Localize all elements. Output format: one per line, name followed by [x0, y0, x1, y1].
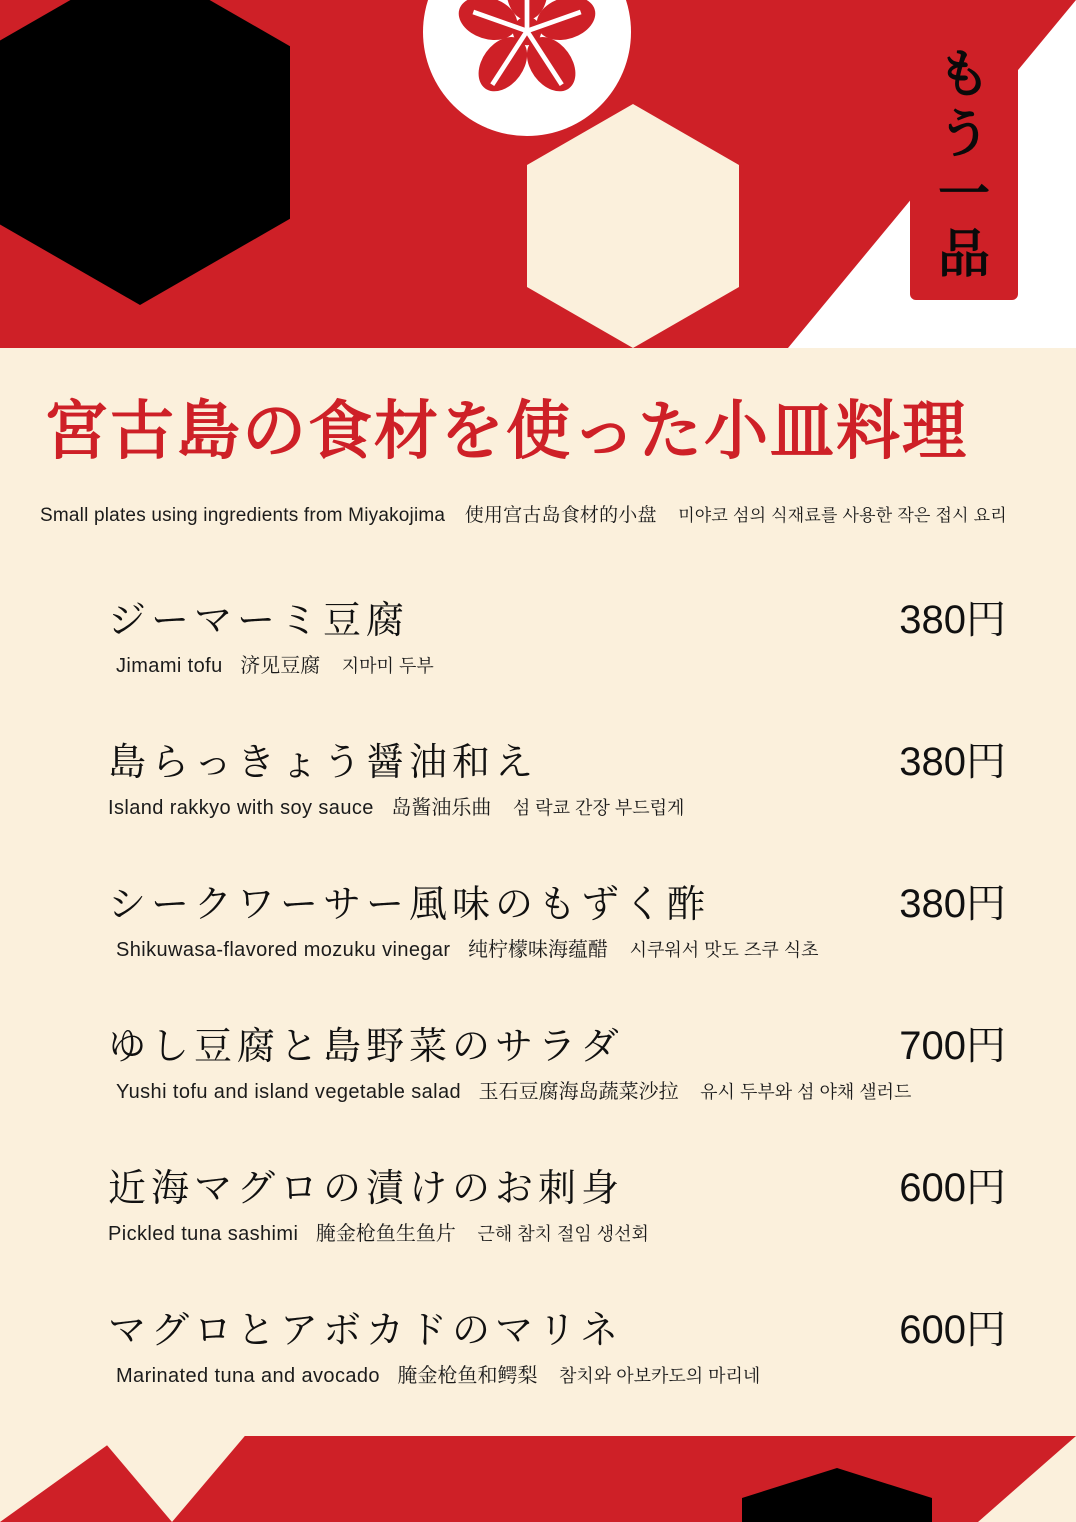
- menu-item-price: 600円: [899, 1166, 1006, 1210]
- menu-item-main-row: [108, 730, 1006, 787]
- menu-item-name-kr: 섬 락쿄 간장 부드럽게: [512, 798, 685, 818]
- menu-item-main-row: [108, 588, 1006, 645]
- menu-item-name-en: Pickled tuna sashimi: [108, 1223, 299, 1245]
- menu-item-name-cn: 岛酱油乐曲: [391, 797, 492, 819]
- section-subtitle-en: Small plates using ingredients from Miyakojima: [40, 505, 446, 526]
- menu-item-name-cn: 玉石豆腐海岛蔬菜沙拉: [478, 1081, 679, 1103]
- menu-list: [0, 588, 1076, 1440]
- section-subtitle-kr: 미야코 섬의 식재료를 사용한 작은 접시 요리: [678, 506, 1007, 525]
- banner-cream-hexagon: [527, 104, 739, 348]
- menu-item-name-en: Shikuwasa-flavored mozuku vinegar: [116, 939, 451, 961]
- bottom-black-hexagon: [742, 1468, 932, 1522]
- menu-item-translations: [108, 1359, 1006, 1388]
- stamp-char-4: 品: [937, 225, 990, 286]
- menu-item: [0, 588, 1076, 678]
- section-subtitle: [40, 500, 1040, 527]
- cherry-blossom-icon: [448, 0, 606, 110]
- banner-black-hexagon: [0, 0, 290, 305]
- menu-item-translations: [108, 649, 1006, 678]
- menu-item: [0, 730, 1076, 820]
- stamp-badge: [910, 30, 1018, 300]
- menu-item-main-row: [108, 872, 1006, 929]
- menu-item-name-en: Yushi tofu and island vegetable salad: [116, 1081, 462, 1103]
- menu-item-name-en: Jimami tofu: [116, 655, 223, 677]
- menu-item-name-kr: 지마미 두부: [341, 656, 434, 676]
- menu-item: [0, 872, 1076, 962]
- menu-item: [0, 1156, 1076, 1246]
- menu-item-name-jp: マグロとアボカドのマリネ: [108, 1308, 624, 1352]
- section-subtitle-cn: 使用宫古岛食材的小盘: [464, 505, 657, 526]
- menu-item-main-row: [108, 1298, 1006, 1355]
- menu-item-name-jp: ゆし豆腐と島野菜のサラダ: [108, 1024, 624, 1068]
- bottom-banner: [0, 1436, 1076, 1522]
- menu-item-translations: [108, 1075, 1006, 1104]
- stamp-char-3: 一: [937, 165, 990, 225]
- menu-item-name-en: Marinated tuna and avocado: [116, 1365, 380, 1387]
- bottom-cream-wedge-left: [0, 1436, 120, 1522]
- menu-item-name-jp: 島らっきょう醤油和え: [108, 740, 539, 784]
- menu-item-name-en: Island rakkyo with soy sauce: [108, 797, 374, 819]
- menu-item-name-jp: 近海マグロの漬けのお刺身: [108, 1166, 625, 1210]
- menu-item-name-kr: 참치와 아보카도의 마리네: [559, 1366, 761, 1386]
- stamp-char-2: う: [937, 104, 990, 165]
- menu-item-main-row: [108, 1156, 1006, 1213]
- menu-item: [0, 1298, 1076, 1388]
- menu-item-price: 380円: [899, 740, 1006, 784]
- menu-item-price: 600円: [899, 1308, 1006, 1352]
- menu-item-name-jp: ジーマーミ豆腐: [108, 598, 410, 642]
- menu-item-name-kr: 근해 참치 절임 생선회: [477, 1224, 649, 1244]
- section-title: 宮古島の食材を使った小皿料理: [44, 395, 968, 469]
- menu-item-translations: [108, 1217, 1006, 1246]
- stamp-char-1: も: [937, 44, 990, 105]
- menu-item-price: 380円: [899, 598, 1006, 642]
- menu-item-name-cn: 腌金枪鱼生鱼片: [315, 1223, 456, 1245]
- top-banner: [0, 0, 1076, 348]
- menu-item: [0, 1014, 1076, 1104]
- menu-item-price: 380円: [899, 882, 1006, 926]
- menu-item-price: 700円: [899, 1024, 1006, 1068]
- bottom-cream-wedge-right: [936, 1436, 1076, 1522]
- menu-item-main-row: [108, 1014, 1006, 1071]
- menu-item-translations: [108, 791, 1006, 820]
- menu-item-name-kr: 유시 두부와 섬 야채 샐러드: [700, 1082, 912, 1102]
- menu-item-name-cn: 腌金枪鱼和鳄梨: [397, 1365, 538, 1387]
- menu-item-name-cn: 济见豆腐: [240, 655, 321, 677]
- menu-item-name-kr: 시쿠워서 맛도 즈쿠 식초: [629, 940, 819, 960]
- menu-item-translations: [108, 933, 1006, 962]
- menu-content: [0, 348, 1076, 1438]
- menu-item-name-jp: シークワーサー風味のもずく酢: [108, 882, 711, 926]
- menu-item-name-cn: 纯柠檬味海蕴醋: [468, 939, 609, 961]
